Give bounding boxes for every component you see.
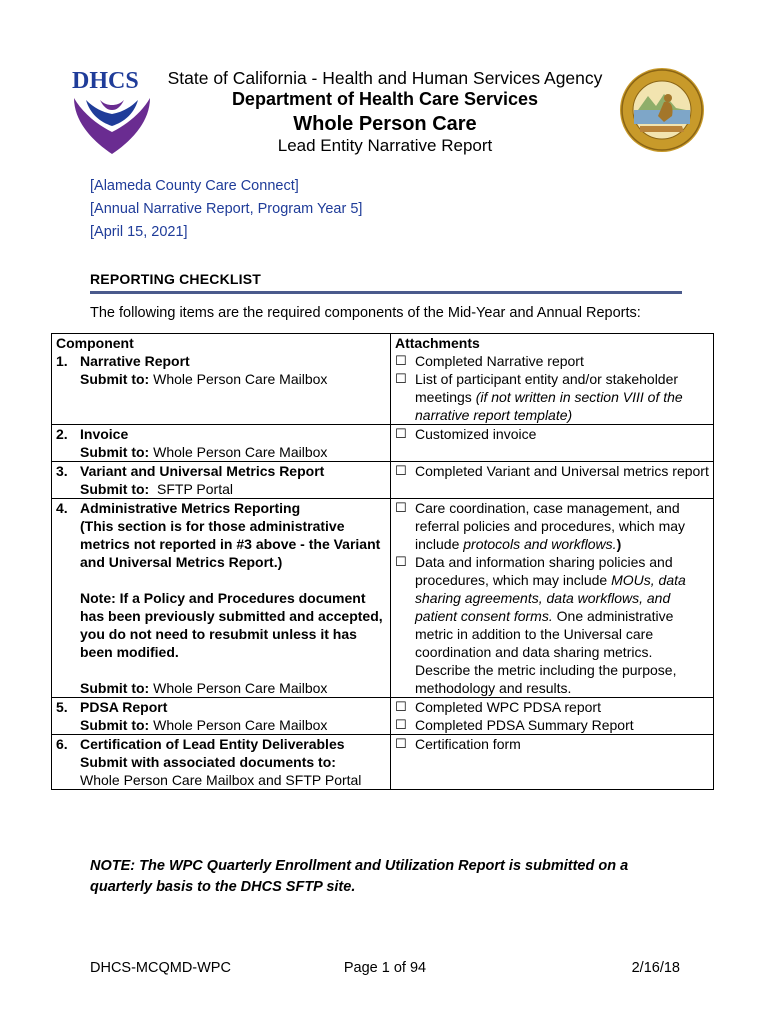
checkbox-icon[interactable]: ☐ [395, 426, 407, 441]
checklist-intro: The following items are the required components of the Mid-Year and Annual Reports: [90, 305, 641, 321]
checkbox-icon[interactable]: ☐ [395, 463, 407, 478]
item-number: 6. [56, 736, 68, 752]
component-administrative-metrics [56, 499, 386, 697]
attachment-item [395, 462, 709, 480]
attachment-label: List of participant entity and/or stakeholder meetings [415, 371, 679, 405]
attachment-item [395, 352, 709, 370]
submit-with-label: Submit with associated documents to: [80, 754, 336, 770]
item-note: Note: If a Policy and Procedures document has been previously submitted and accepted, you do not need to resubmit unless it has been modified. [80, 590, 383, 660]
item-title: PDSA Report [80, 699, 168, 715]
checkbox-icon[interactable]: ☐ [395, 353, 407, 368]
component-narrative-report [56, 352, 386, 388]
reporting-checklist-table [51, 333, 714, 790]
attachment-item [395, 370, 709, 424]
agency-name: State of California - Health and Human Services Agency [167, 68, 603, 88]
table-header-row [52, 334, 714, 425]
component-invoice [56, 425, 386, 461]
program-title: Whole Person Care [293, 113, 477, 135]
footer-date: 2/16/18 [631, 960, 680, 976]
attachment-item [395, 553, 709, 697]
checkbox-icon[interactable]: ☐ [395, 736, 407, 751]
submit-destination: Whole Person Care Mailbox [153, 444, 328, 460]
checkbox-icon[interactable]: ☐ [395, 699, 407, 714]
checkbox-icon[interactable]: ☐ [395, 554, 407, 569]
submit-label: Submit to: [80, 371, 150, 387]
attachment-detail: One administrative metric in addition to the Universal care coordination and data sharing metrics. Describe the metric including the purpose, methodology and results. [415, 608, 677, 696]
component-metrics-report [56, 462, 386, 498]
report-title: Lead Entity Narrative Report [277, 136, 493, 155]
item-title: Variant and Universal Metrics Report [80, 463, 325, 479]
attachment-note: (if not written in section VIII of the narrative report template) [415, 389, 683, 423]
submit-label: Submit to: [80, 717, 150, 733]
attachment-item [395, 698, 709, 716]
attachment-label: Completed PDSA Summary Report [415, 717, 634, 733]
submit-destination: Whole Person Care Mailbox [153, 371, 328, 387]
component-certification [56, 735, 386, 789]
attachment-label: Completed Variant and Universal metrics report [415, 463, 709, 479]
submit-destination: SFTP Portal [157, 481, 233, 497]
component-pdsa-report [56, 698, 386, 734]
attachment-italic: MOUs, data sharing agreements, data workflows, and patient consent forms. [415, 572, 686, 624]
attachment-item [395, 735, 709, 753]
footer-page-number: Page 1 of 94 [343, 960, 427, 976]
item-title: Administrative Metrics Reporting [80, 500, 301, 516]
attachment-label: Customized invoice [415, 426, 537, 442]
attachment-italic: protocols and workflows. [463, 536, 617, 552]
attachment-label: Completed WPC PDSA report [415, 699, 601, 715]
submit-destination: Whole Person Care Mailbox [153, 717, 328, 733]
checkbox-icon[interactable]: ☐ [395, 371, 407, 386]
submit-label: Submit to: [80, 680, 150, 696]
table-row [52, 499, 714, 698]
item-description: (This section is for those administrative metrics not reported in #3 above - the Variant and Universal Metrics Report.) [80, 518, 381, 570]
attachment-label: Completed Narrative report [415, 353, 584, 369]
dhcs-logo [70, 66, 154, 156]
california-seal [618, 66, 706, 154]
item-number: 1. [56, 353, 68, 369]
submit-label: Submit to: [80, 481, 150, 497]
item-title: Certification of Lead Entity Deliverables [80, 736, 345, 752]
item-number: 3. [56, 463, 68, 479]
table-row [52, 462, 714, 499]
quarterly-report-note: NOTE: The WPC Quarterly Enrollment and Utilization Report is submitted on a quarterly basis to the DHCS SFTP site. [90, 858, 629, 895]
attachment-label: Data and information sharing policies and procedures, which may include [415, 554, 673, 588]
item-title: Invoice [80, 426, 129, 442]
submit-label: Submit to: [80, 444, 150, 460]
attachment-item [395, 499, 709, 553]
department-name: Department of Health Care Services [231, 89, 539, 109]
submit-destination: Whole Person Care Mailbox [153, 680, 328, 696]
report-placeholder: [Annual Narrative Report, Program Year 5] [90, 201, 363, 217]
attachment-label: Certification form [415, 736, 521, 752]
california-seal-icon [618, 66, 706, 154]
attachment-item [395, 716, 709, 734]
item-title: Narrative Report [80, 353, 190, 369]
component-header: Component [56, 335, 134, 351]
item-number: 4. [56, 500, 68, 516]
entity-placeholder: [Alameda County Care Connect] [90, 178, 299, 194]
logo-text: DHCS [72, 68, 139, 94]
footer-doc-id: DHCS-MCQMD-WPC [90, 960, 231, 976]
date-placeholder: [April 15, 2021] [90, 224, 188, 240]
checkbox-icon[interactable]: ☐ [395, 717, 407, 732]
table-row [52, 425, 714, 462]
attachment-item [395, 425, 709, 443]
table-row [52, 735, 714, 790]
section-divider [90, 291, 682, 294]
item-number: 5. [56, 699, 68, 715]
table-row [52, 698, 714, 735]
attachment-paren: ) [616, 536, 622, 552]
item-number: 2. [56, 426, 68, 442]
checkbox-icon[interactable]: ☐ [395, 500, 407, 515]
attachments-header: Attachments [395, 335, 480, 351]
submit-destination: Whole Person Care Mailbox and SFTP Portal [80, 772, 362, 788]
dhcs-logo-icon [70, 66, 154, 156]
checklist-title: REPORTING CHECKLIST [90, 271, 262, 287]
attachment-label: Care coordination, case management, and referral policies and procedures, which may include [415, 500, 686, 552]
